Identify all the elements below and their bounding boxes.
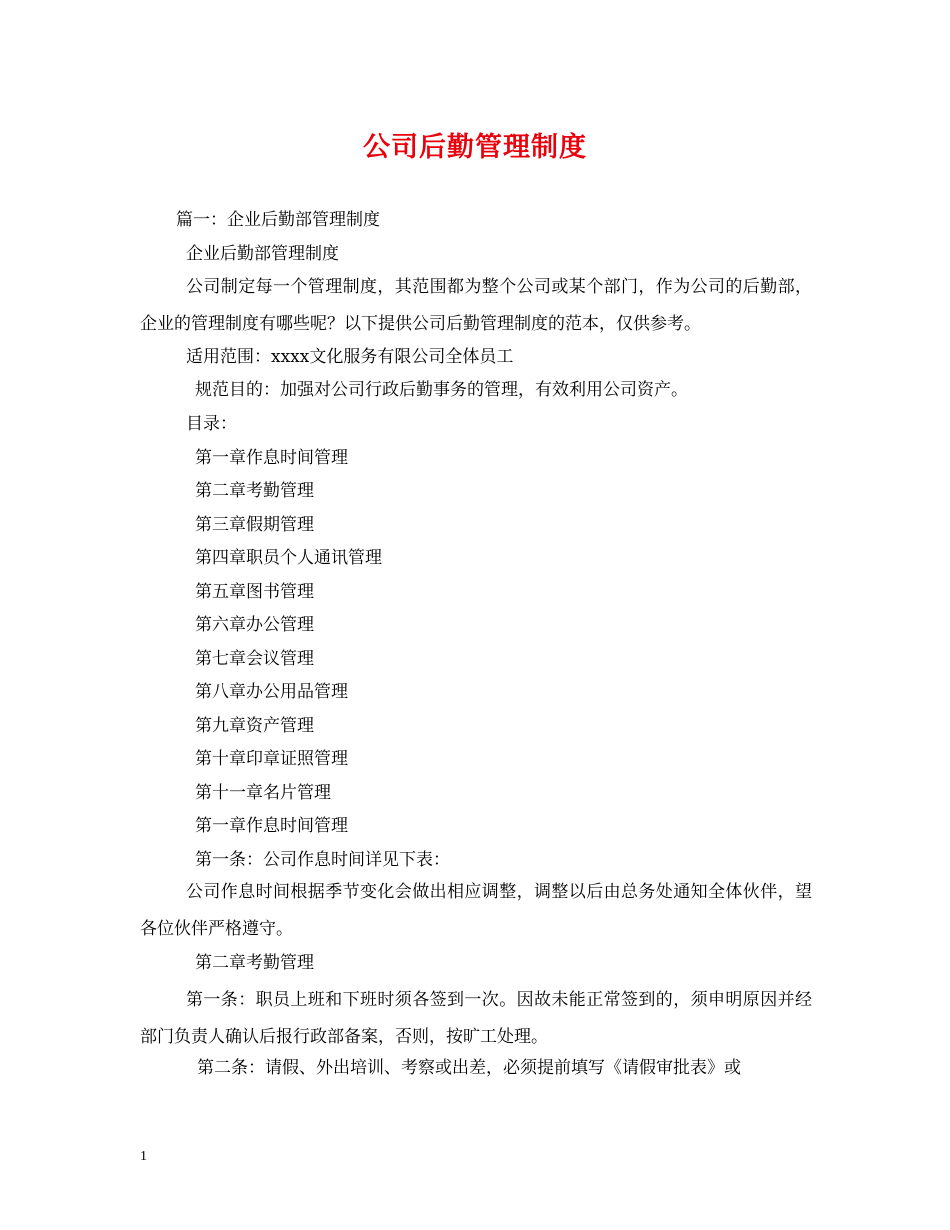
page-number: 1 <box>140 1149 147 1164</box>
toc-item: 第六章办公管理 <box>195 615 314 635</box>
document-title: 公司后勤管理制度 <box>363 132 587 163</box>
schedule-note-paragraph: 公司作息时间根据季节变化会做出相应调整，调整以后由总务处通知全体伙伴，望各位伙伴严格遵守。 <box>140 882 812 939</box>
toc-item: 第七章会议管理 <box>195 649 314 669</box>
purpose-line: 规范目的：加强对公司行政后勤事务的管理，有效利用公司资产。 <box>195 380 688 400</box>
toc-item: 第四章职员个人通讯管理 <box>195 548 382 568</box>
article-line: 第二条：请假、外出培训、考察或出差，必须提前填写《请假审批表》或 <box>197 1058 741 1078</box>
toc-item: 第二章考勤管理 <box>195 481 314 501</box>
toc-item: 第十章印章证照管理 <box>195 749 348 769</box>
scope-line: 适用范围：xxxx文化服务有限公司全体员工 <box>186 347 514 367</box>
toc-label: 目录： <box>186 414 237 434</box>
chapter-heading: 第二章考勤管理 <box>195 953 314 973</box>
toc-item: 第八章办公用品管理 <box>195 682 348 702</box>
toc-item: 第三章假期管理 <box>195 515 314 535</box>
article-line: 第一条：公司作息时间详见下表： <box>195 850 450 870</box>
intro-paragraph: 公司制定每一个管理制度，其范围都为整个公司或某个部门，作为公司的后勤部，企业的管理制度有哪些呢？以下提供公司后勤管理制度的范本，仅供参考。 <box>140 277 812 334</box>
chapter-heading: 第一章作息时间管理 <box>195 816 348 836</box>
article-paragraph: 第一条：职员上班和下班时须各签到一次。因故未能正常签到的，须申明原因并经部门负责人确认后报行政部备案，否则，按旷工处理。 <box>140 990 812 1047</box>
toc-item: 第五章图书管理 <box>195 582 314 602</box>
section-heading: 篇一：企业后勤部管理制度 <box>176 210 380 230</box>
toc-item: 第十一章名片管理 <box>195 783 331 803</box>
toc-item: 第一章作息时间管理 <box>195 448 348 468</box>
subsection-heading: 企业后勤部管理制度 <box>186 244 339 264</box>
toc-item: 第九章资产管理 <box>195 716 314 736</box>
